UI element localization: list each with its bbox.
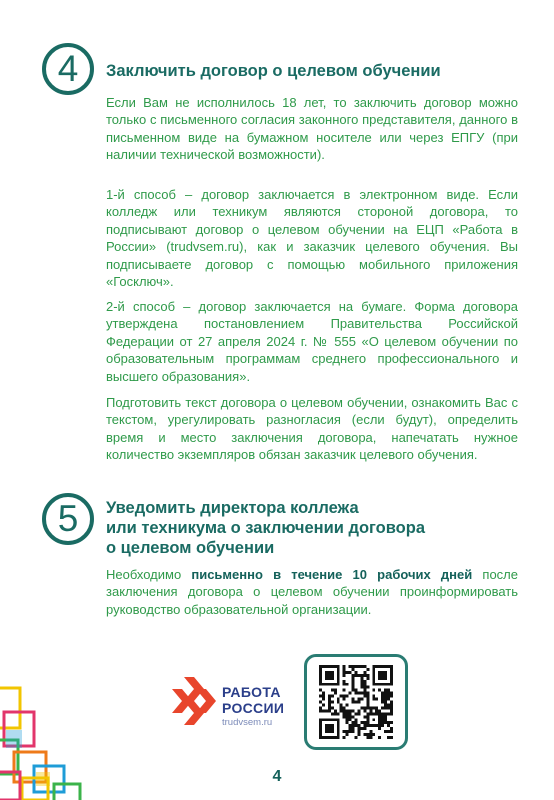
page-number: 4	[272, 768, 282, 785]
step-number-5: 5	[42, 493, 94, 545]
logo-text-line-2: РОССИИ	[222, 700, 285, 716]
step4-paragraph-3: 2-й способ – договор заключается на бумаге. Форма договора утверждена постановлением Правительства Российской Федерации от 27 апреля 2024 г. № 555 «О целевом обучении по образовательным программам среднего профессионального и высшего образования».	[106, 299, 518, 384]
step5-text-pre: Необходимо	[106, 567, 192, 582]
step5-text-post: после заключения договора о целевом обучении проинформировать руководство образовательной организации.	[106, 567, 518, 617]
step-number-4: 4	[42, 43, 94, 95]
step5-title	[106, 498, 425, 558]
step5-title-line-3: о целевом обучении	[106, 539, 275, 557]
logo-text-line-1: РАБОТА	[222, 684, 281, 700]
logo-url: trudvsem.ru	[222, 717, 273, 728]
qr-code-icon	[319, 665, 393, 739]
qr-code-frame	[304, 654, 408, 750]
step4-paragraph-1: Если Вам не исполнилось 18 лет, то заключить договор можно только с письменного согласия законного представителя, данного в письменном виде на бумажном носителе или через ЕПГУ (при наличии технической возможности).	[106, 95, 518, 163]
arrows-logo-icon	[170, 675, 218, 727]
step5-paragraph	[106, 566, 518, 618]
step4-title: Заключить договор о целевом обучении	[106, 62, 441, 80]
step4-paragraph-4: Подготовить текст договора о целевом обучении, ознакомить Вас с текстом, урегулировать разногласия (если будут), определить время и место заключения договора, напечатать нужное количество экземпляров обязан заказчик целевого обучения.	[106, 395, 518, 463]
step5-title-line-2: или техникума о заключении договора	[106, 519, 426, 537]
step5-text-bold: письменно в течение 10 рабочих дней	[191, 567, 473, 582]
step5-title-line-1: Уведомить директора коллежа	[106, 499, 359, 517]
step4-paragraph-2: 1-й способ – договор заключается в электронном виде. Если колледж или техникум являются стороной договора, то подписывают договор о целевом обучении на ЕЦП «Работа в России» (trudvsem.ru), как и заказчик целевого обучения. Вы подписываете договор с помощью мобильного приложения «Госключ».	[106, 187, 518, 290]
